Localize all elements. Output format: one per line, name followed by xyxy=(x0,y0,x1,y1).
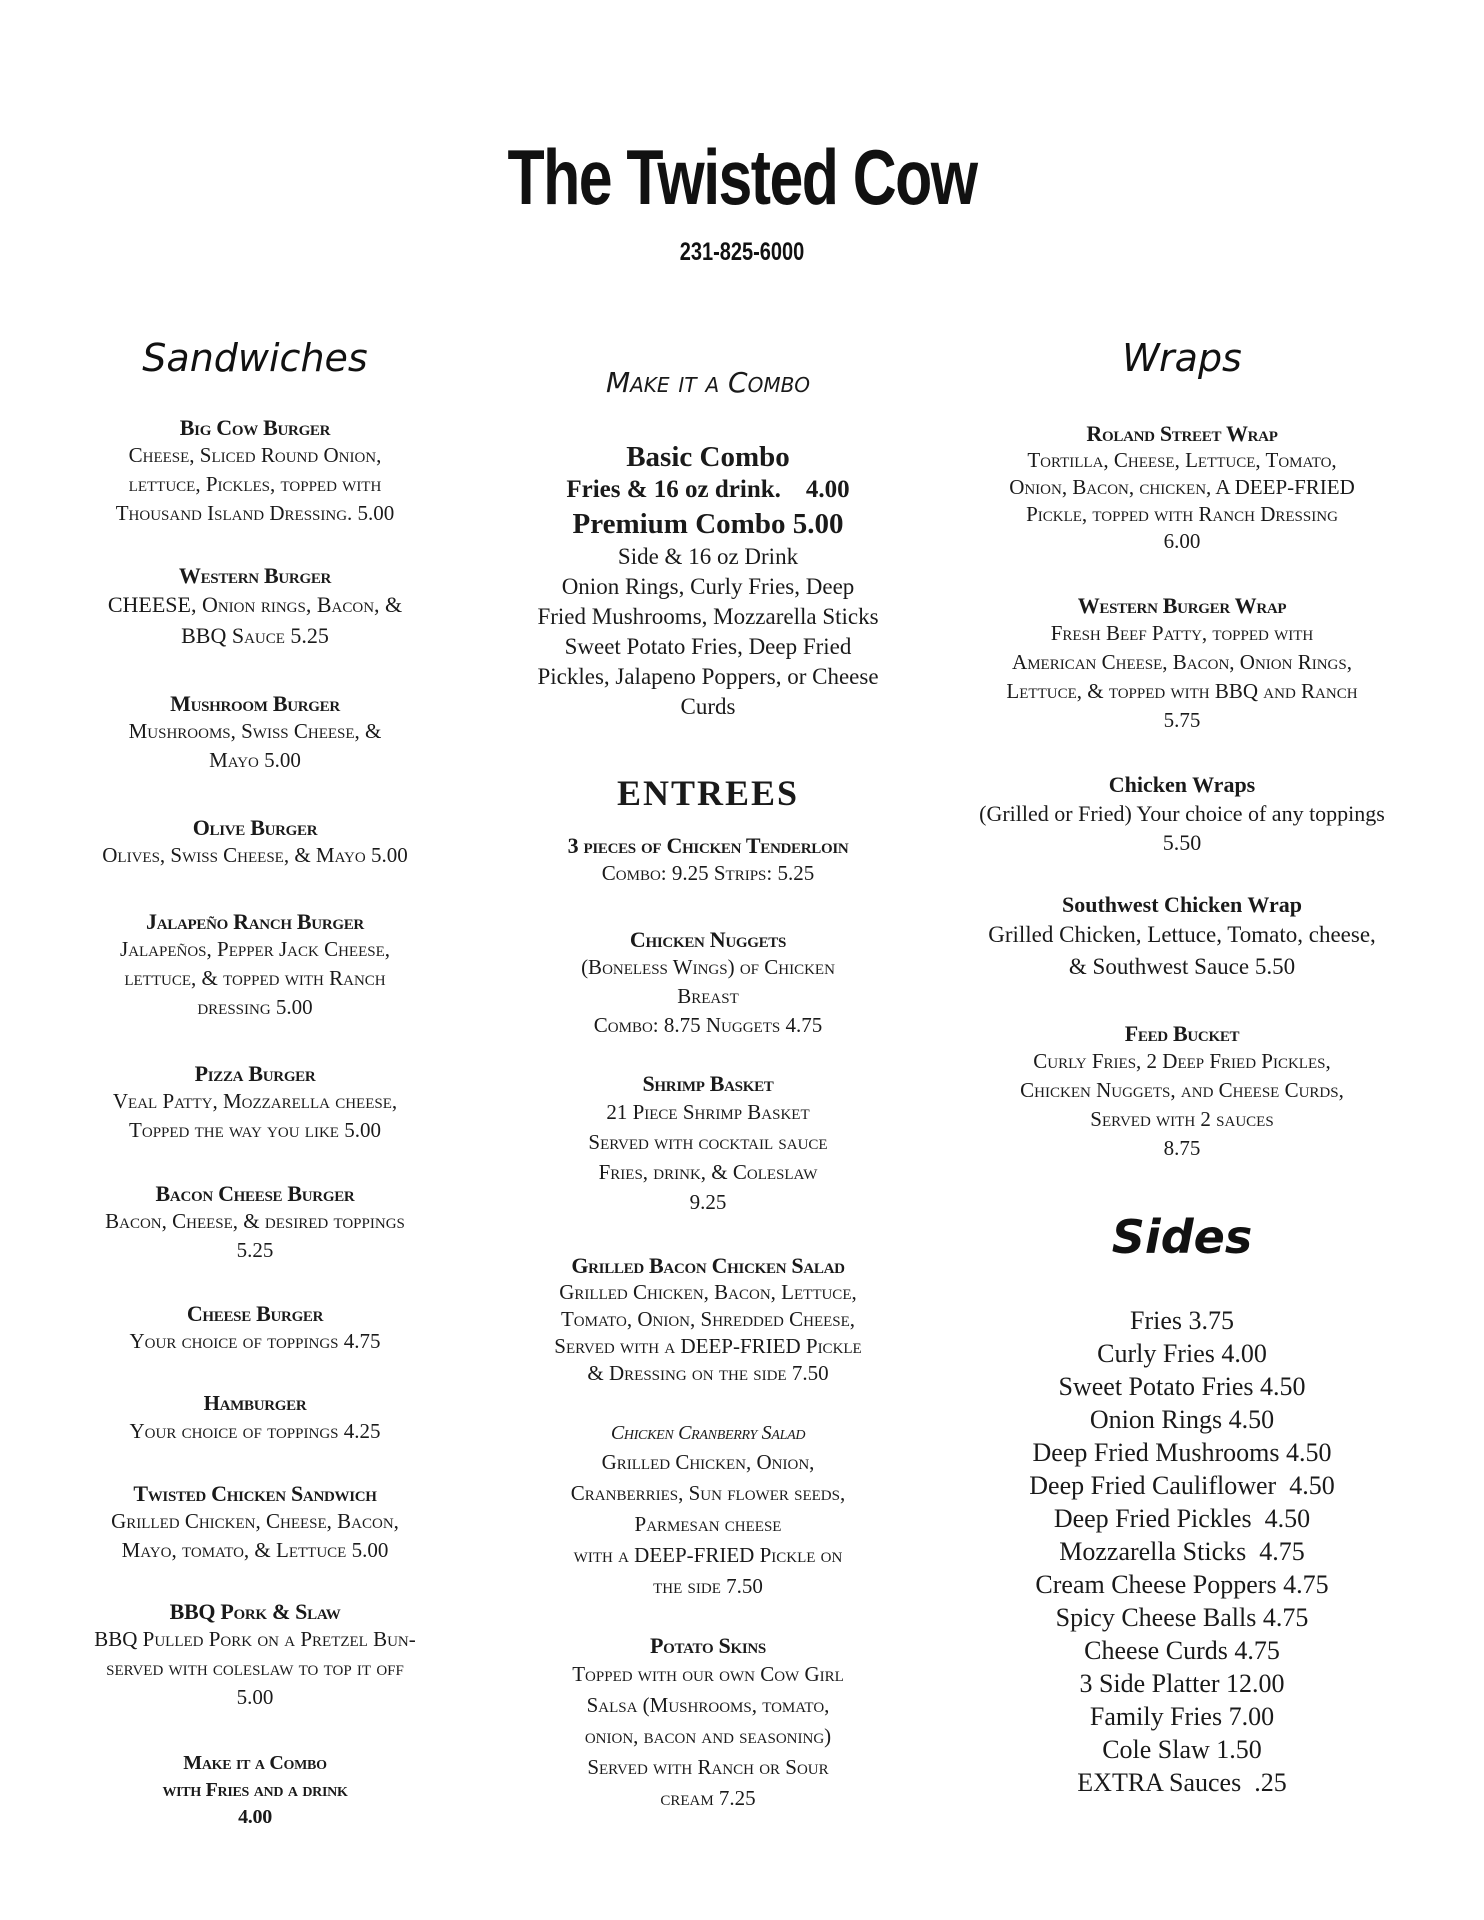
item-desc: Mushrooms, Swiss Cheese, & xyxy=(128,719,382,743)
premium-combo-line: Sweet Potato Fries, Deep Fried xyxy=(564,634,852,659)
item-desc: Your choice of toppings 4.75 xyxy=(129,1329,381,1353)
item-desc: Served with 2 sauces xyxy=(1090,1107,1274,1131)
item-desc: Breast xyxy=(677,984,739,1008)
item-desc: Veal Patty, Mozzarella cheese, xyxy=(112,1089,398,1113)
item-name: Twisted Chicken Sandwich xyxy=(133,1481,377,1506)
item-name: Feed Bucket xyxy=(1124,1021,1240,1046)
side-item: Cheese Curds 4.75 xyxy=(1084,1636,1280,1665)
item-desc: Cheese, Sliced Round Onion, xyxy=(128,443,382,467)
item-desc: Jalapeños, Pepper Jack Cheese, xyxy=(120,937,390,961)
item-name: Pizza Burger xyxy=(194,1061,316,1086)
item-desc: (Boneless Wings) of Chicken xyxy=(581,955,835,979)
combo-note-line: Make it a Combo xyxy=(183,1752,327,1774)
item-desc: (Grilled or Fried) Your choice of any toppings xyxy=(979,801,1385,826)
item-desc: Served with a DEEP-FRIED Pickle xyxy=(554,1334,862,1358)
item-name: Mushroom Burger xyxy=(170,691,340,716)
sandwiches-heading: Sandwiches xyxy=(142,336,368,380)
menu-item xyxy=(50,414,460,528)
side-item: 3 Side Platter 12.00 xyxy=(1079,1669,1285,1698)
item-desc: & Southwest Sauce 5.50 xyxy=(1068,954,1296,979)
item-desc: Mayo 5.00 xyxy=(209,748,301,772)
item-name: Big Cow Burger xyxy=(179,415,331,440)
side-item: Deep Fried Cauliflower 4.50 xyxy=(1029,1471,1335,1500)
side-item: Deep Fried Mushrooms 4.50 xyxy=(1032,1438,1332,1467)
menu-item xyxy=(508,1632,908,1814)
item-desc: onion, bacon and seasoning) xyxy=(584,1724,832,1748)
item-name: Olive Burger xyxy=(192,815,318,840)
item-desc: 5.75 xyxy=(1163,708,1201,732)
item-name: Grilled Bacon Chicken Salad xyxy=(571,1253,845,1278)
item-desc: Parmesan cheese xyxy=(634,1512,782,1536)
item-desc: 9.25 xyxy=(689,1190,727,1214)
item-desc: cream 7.25 xyxy=(660,1786,756,1810)
item-desc: served with coleslaw to top it off xyxy=(106,1656,404,1680)
item-desc: Topped with our own Cow Girl xyxy=(572,1662,844,1686)
side-item: Deep Fried Pickles 4.50 xyxy=(1053,1504,1311,1533)
item-name: BBQ Pork & Slaw xyxy=(169,1599,341,1624)
item-desc: Salsa (Mushrooms, tomato, xyxy=(586,1693,830,1717)
menu-item xyxy=(50,1180,460,1265)
menu-item xyxy=(508,832,908,888)
item-desc: Tortilla, Cheese, Lettuce, Tomato, xyxy=(1027,448,1337,472)
premium-combo-line: Curds xyxy=(680,694,736,719)
entrees-heading: ENTREES xyxy=(616,773,800,813)
menu-item xyxy=(50,814,460,870)
item-desc: Served with cocktail sauce xyxy=(588,1130,828,1154)
menu-item xyxy=(952,1020,1412,1163)
menu-item xyxy=(508,1070,908,1217)
wraps-heading: Wraps xyxy=(1122,336,1242,380)
item-name: Chicken Wraps xyxy=(1108,772,1256,797)
item-desc: Chicken Nuggets, and Cheese Curds, xyxy=(1020,1078,1344,1102)
premium-combo-line: Fried Mushrooms, Mozzarella Sticks xyxy=(537,604,879,629)
item-desc: Grilled Chicken, Cheese, Bacon, xyxy=(111,1509,399,1533)
item-desc: Thousand Island Dressing. 5.00 xyxy=(115,501,395,525)
sandwiches-column xyxy=(50,0,460,1920)
combo-note-price: 4.00 xyxy=(238,1806,272,1828)
item-desc: CHEESE, Onion rings, Bacon, & xyxy=(107,592,403,617)
menu-item xyxy=(508,1420,908,1602)
sides-heading: Sides xyxy=(1111,1210,1253,1264)
item-desc: 5.25 xyxy=(236,1238,274,1262)
item-desc: Combo: 9.25 Strips: 5.25 xyxy=(601,861,815,885)
item-desc: lettuce, & topped with Ranch xyxy=(124,966,386,990)
menu-item xyxy=(50,562,460,651)
item-desc: BBQ Sauce 5.25 xyxy=(181,623,329,648)
item-desc: Lettuce, & topped with BBQ and Ranch xyxy=(1006,679,1358,703)
sides-list xyxy=(952,1304,1412,1799)
item-desc: Curly Fries, 2 Deep Fried Pickles, xyxy=(1033,1049,1331,1073)
premium-combo-line: Side & 16 oz Drink xyxy=(617,544,799,569)
item-name: Southwest Chicken Wrap xyxy=(1061,892,1302,917)
menu-item xyxy=(50,908,460,1022)
combo-note-line: with Fries and a drink xyxy=(162,1779,348,1801)
item-desc: Fresh Beef Patty, topped with xyxy=(1050,621,1314,645)
item-desc: 5.50 xyxy=(1162,830,1202,855)
restaurant-title: The Twisted Cow xyxy=(507,133,977,221)
item-name: Roland Street Wrap xyxy=(1086,421,1278,446)
side-item: EXTRA Sauces .25 xyxy=(1077,1768,1287,1797)
item-name: Potato Skins xyxy=(650,1633,766,1658)
item-name: 3 pieces of Chicken Tenderloin xyxy=(567,833,849,858)
menu-item xyxy=(50,1598,460,1712)
menu-item xyxy=(952,770,1412,857)
item-desc: the side 7.50 xyxy=(653,1574,763,1598)
basic-combo-title: Basic Combo xyxy=(626,441,790,473)
side-item: Cream Cheese Poppers 4.75 xyxy=(1035,1570,1329,1599)
item-desc: Your choice of toppings 4.25 xyxy=(129,1419,381,1443)
item-name: Chicken Cranberry Salad xyxy=(610,1422,806,1444)
menu-item xyxy=(50,1060,460,1145)
item-desc: Grilled Chicken, Bacon, Lettuce, xyxy=(559,1280,857,1304)
side-item: Family Fries 7.00 xyxy=(1089,1702,1275,1731)
menu-item xyxy=(508,1252,908,1387)
side-item: Mozzarella Sticks 4.75 xyxy=(1059,1537,1305,1566)
combo-note xyxy=(50,1750,460,1831)
menu-item xyxy=(508,926,908,1040)
item-name: Shrimp Basket xyxy=(642,1071,774,1096)
item-desc: American Cheese, Bacon, Onion Rings, xyxy=(1012,650,1352,674)
item-name: Bacon Cheese Burger xyxy=(155,1181,355,1206)
premium-combo-title: Premium Combo 5.00 xyxy=(572,508,844,540)
restaurant-phone: 231-825-6000 xyxy=(679,238,805,266)
item-name: Chicken Nuggets xyxy=(629,927,787,952)
menu-item xyxy=(50,1300,460,1356)
side-item: Sweet Potato Fries 4.50 xyxy=(1058,1372,1306,1401)
side-item: Fries 3.75 xyxy=(1130,1306,1234,1335)
menu-item xyxy=(50,1480,460,1565)
item-name: Hamburger xyxy=(203,1391,307,1415)
item-desc: Cranberries, Sun flower seeds, xyxy=(570,1481,846,1505)
item-desc: Tomato, Onion, Shredded Cheese, xyxy=(560,1307,856,1331)
premium-combo-line: Pickles, Jalapeno Poppers, or Cheese xyxy=(537,664,879,689)
wraps-sides-column xyxy=(952,0,1412,1920)
menu-item xyxy=(50,690,460,775)
menu-item xyxy=(952,420,1412,555)
item-desc: 5.00 xyxy=(236,1685,274,1709)
item-name: Cheese Burger xyxy=(186,1301,324,1326)
menu-item xyxy=(952,592,1412,735)
item-desc: Bacon, Cheese, & desired toppings xyxy=(105,1209,405,1233)
item-desc: Onion, Bacon, chicken, A DEEP-FRIED xyxy=(1009,475,1355,499)
item-desc: Topped the way you like 5.00 xyxy=(129,1118,381,1142)
item-desc: Mayo, tomato, & Lettuce 5.00 xyxy=(121,1538,389,1562)
item-desc: dressing 5.00 xyxy=(197,995,313,1019)
combo-entrees-column xyxy=(508,0,908,1920)
item-desc: BBQ Pulled Pork on a Pretzel Bun- xyxy=(94,1627,416,1651)
side-item: Onion Rings 4.50 xyxy=(1089,1405,1275,1434)
side-item: Cole Slaw 1.50 xyxy=(1102,1735,1262,1764)
premium-combo-line: Onion Rings, Curly Fries, Deep xyxy=(561,574,855,599)
item-name: Western Burger xyxy=(178,563,332,588)
item-desc: Olives, Swiss Cheese, & Mayo 5.00 xyxy=(102,843,408,867)
item-desc: Combo: 8.75 Nuggets 4.75 xyxy=(593,1013,823,1037)
item-desc: Served with Ranch or Sour xyxy=(587,1755,829,1779)
side-item: Spicy Cheese Balls 4.75 xyxy=(1055,1603,1309,1632)
item-desc: 6.00 xyxy=(1163,529,1201,553)
item-name: Jalapeño Ranch Burger xyxy=(146,909,364,934)
menu-item xyxy=(50,1390,460,1446)
item-desc: 8.75 xyxy=(1163,1136,1201,1160)
side-item: Curly Fries 4.00 xyxy=(1097,1339,1267,1368)
item-desc: 21 Piece Shrimp Basket xyxy=(606,1100,810,1124)
item-desc: lettuce, Pickles, topped with xyxy=(128,472,382,496)
menu-item xyxy=(952,890,1412,983)
item-desc: Grilled Chicken, Lettuce, Tomato, cheese, xyxy=(988,922,1376,947)
item-desc: Grilled Chicken, Onion, xyxy=(601,1450,815,1474)
item-name: Western Burger Wrap xyxy=(1077,593,1287,618)
item-desc: Pickle, topped with Ranch Dressing xyxy=(1026,502,1338,526)
combo-block xyxy=(508,440,908,722)
basic-combo-detail: Fries & 16 oz drink. 4.00 xyxy=(566,476,850,503)
item-desc: with a DEEP-FRIED Pickle on xyxy=(573,1543,843,1567)
combo-heading: Make it a Combo xyxy=(605,366,811,399)
item-desc: Fries, drink, & Coleslaw xyxy=(598,1160,818,1184)
item-desc: & Dressing on the side 7.50 xyxy=(587,1361,829,1385)
